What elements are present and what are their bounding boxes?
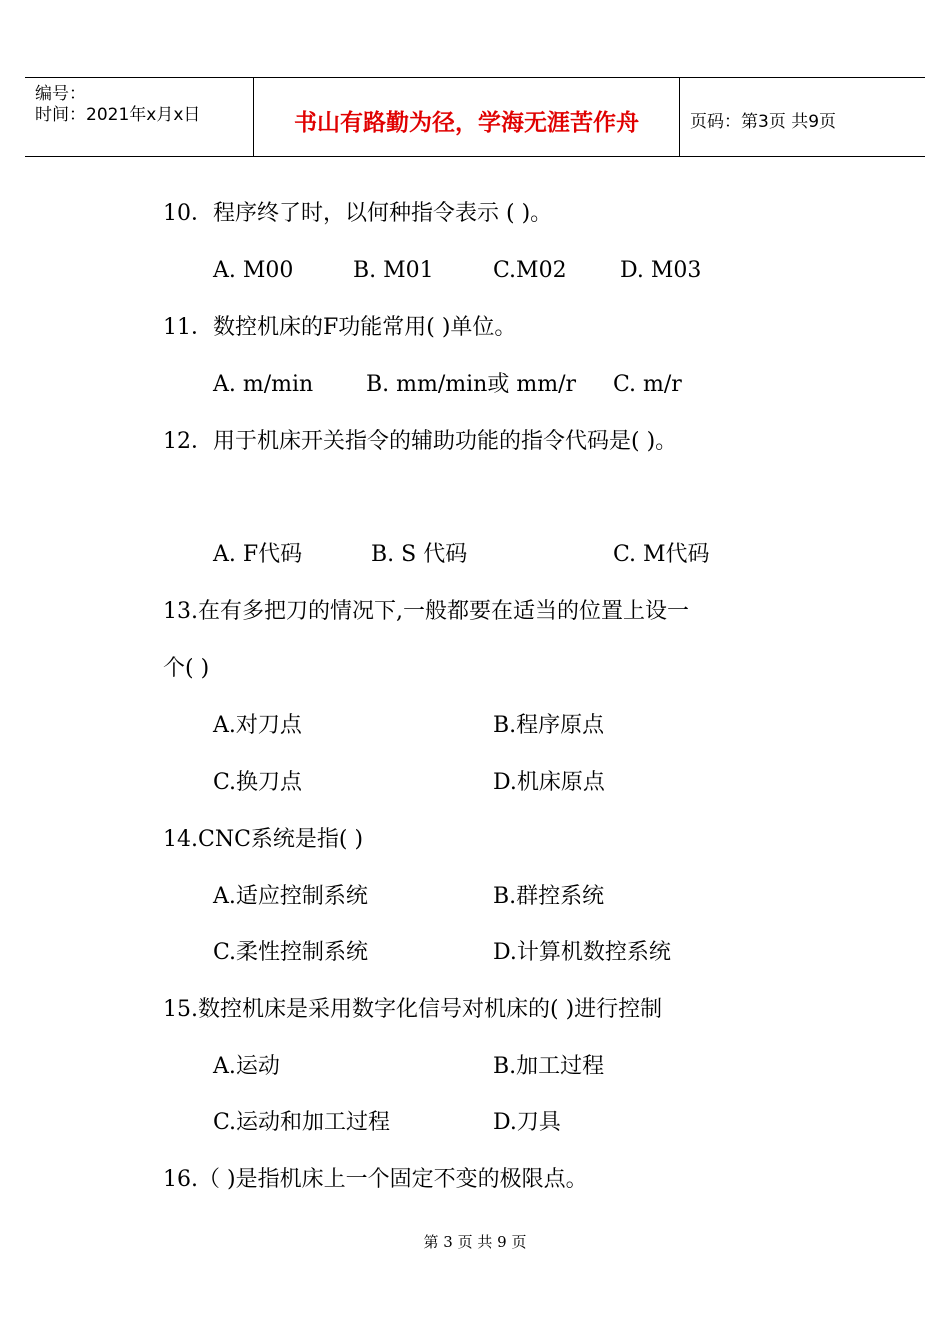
option-b: B.程序原点 <box>493 713 605 738</box>
option-d: D.刀具 <box>493 1110 561 1135</box>
option-c: C.柔性控制系统 <box>213 940 369 965</box>
question-stem: 12．用于机床开关指令的辅助功能的指令代码是( )。 <box>163 429 678 454</box>
option-b: B.加工过程 <box>493 1054 605 1079</box>
header-motto: 书山有路勤为径，学海无涯苦作舟 <box>294 110 639 136</box>
question-stem: 14.CNC系统是指( ) <box>163 827 364 852</box>
question-stem: 16.（ )是指机床上一个固定不变的极限点。 <box>163 1167 588 1192</box>
option-c: C.M02 <box>493 258 567 283</box>
page-header <box>25 77 925 157</box>
document-number-label: 编号： <box>35 84 86 104</box>
option-c: C. M代码 <box>613 542 710 567</box>
question-stem-continuation: 个( ) <box>163 656 210 681</box>
option-d: D. M03 <box>620 258 702 283</box>
option-b: B.群控系统 <box>493 884 605 909</box>
option-a: A. m/min <box>213 372 314 397</box>
document-date-label: 时间：2021年x月x日 <box>35 105 201 125</box>
option-c: C.运动和加工过程 <box>213 1110 391 1135</box>
option-d: D.计算机数控系统 <box>493 940 671 965</box>
option-c: C.换刀点 <box>213 770 303 795</box>
question-stem: 15.数控机床是采用数字化信号对机床的( )进行控制 <box>163 997 663 1022</box>
option-a: A. F代码 <box>213 542 303 567</box>
header-meta-cell <box>25 78 253 156</box>
option-b: B. S 代码 <box>371 542 468 567</box>
header-motto-cell <box>253 78 680 156</box>
option-d: D.机床原点 <box>493 770 605 795</box>
question-stem: 11．数控机床的F功能常用( )单位。 <box>163 315 517 340</box>
option-c: C. m/r <box>613 372 682 397</box>
header-page-number: 页码：第3页 共9页 <box>690 112 837 132</box>
option-a: A. M00 <box>213 258 294 283</box>
option-a: A.适应控制系统 <box>213 884 368 909</box>
question-stem: 10．程序终了时，以何种指令表示 ( )。 <box>163 201 553 226</box>
option-b: B. mm/min或 mm/r <box>366 372 576 397</box>
question-stem: 13.在有多把刀的情况下,一般都要在适当的位置上设一 <box>163 599 689 624</box>
header-page-cell <box>680 78 925 156</box>
option-a: A.对刀点 <box>213 713 302 738</box>
page-footer: 第 3 页 共 9 页 <box>423 1233 527 1251</box>
option-b: B. M01 <box>353 258 434 283</box>
option-a: A.运动 <box>213 1054 280 1079</box>
